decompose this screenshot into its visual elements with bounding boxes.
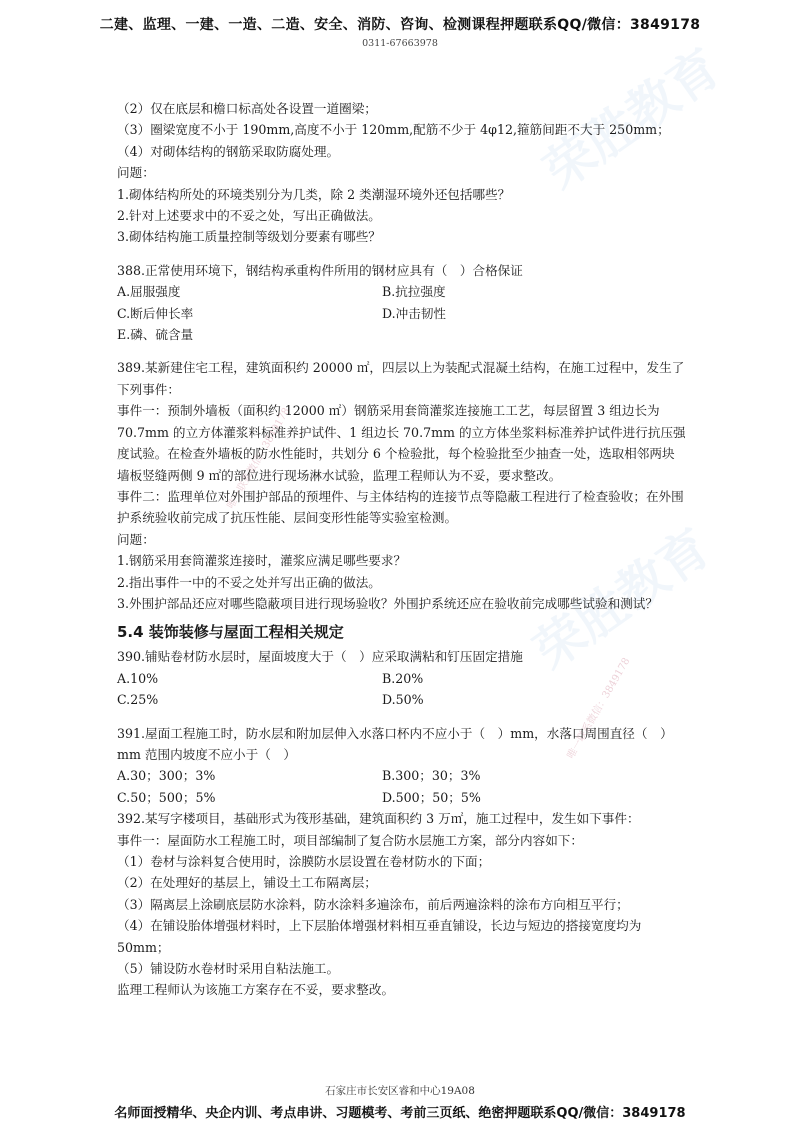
question-text: 事件一：预制外墙板（面积约 12000 ㎡）钢筋采用套筒灌浆连接施工工艺，每层留置 3 组边长为 70.7mm 的立方体灌浆料标准养护试件、1 组边长 70.7mm 的立方体坐浆料标准养护试件进行抗压强度试验。在检查外墙板的防水性能时，共划分 6 个检验批，每个检验批至少抽查一处，选取相邻两块墙板竖缝两侧 9 ㎡的部位进行现场淋水试验，监理工程师认为不妥，要求整改。: [117, 403, 686, 483]
option: A.30；300；3%: [117, 768, 216, 784]
question-text: 1.钢筋采用套筒灌浆连接时，灌浆应满足哪些要求？: [117, 553, 407, 569]
watermark-logo: 荣胜教育: [533, 38, 731, 201]
option: A.屈服强度: [117, 284, 181, 300]
option: D.50%: [382, 692, 424, 708]
question-text: 事件一：屋面防水工程施工时，项目部编制了复合防水层施工方案，部分内容如下：: [117, 832, 583, 848]
question-text: （5）铺设防水卷材时采用自粘法施工。: [117, 961, 340, 977]
question-390: [117, 646, 687, 710]
question-stem: 390.铺贴卷材防水层时，屋面坡度大于（ ）应采取满粘和钉压固定措施: [117, 649, 523, 665]
option: C.25%: [117, 692, 159, 708]
option: A.10%: [117, 670, 159, 686]
watermark-text: 唯一联系微信：3849178: [565, 656, 633, 761]
question-text: 389.某新建住宅工程，建筑面积约 20000 ㎡，四层以上为装配式混凝土结构，在施工过程中，发生了下列事件：: [117, 360, 685, 397]
footer-promo: 名师面授精华、央企内训、考点串讲、习题模考、考前三页纸、绝密押题联系QQ/微信：3849178: [114, 1106, 686, 1121]
option: E.磷、硫含量: [117, 327, 194, 343]
question-392: [117, 808, 687, 1001]
question-stem: 388.正常使用环境下，钢结构承重构件所用的钢材应具有（ ）合格保证: [117, 262, 523, 278]
footer-address: 石家庄市长安区睿和中心19A08: [325, 1085, 475, 1097]
question-text: （2）在处理好的基层上，铺设土工布隔离层；: [117, 875, 377, 891]
watermark-text: 唯一联系微信：3849178: [225, 406, 293, 511]
question-text: 事件二：监理单位对外围护部品的预埋件、与主体结构的连接节点等隐蔽工程进行了检查验收；在外围护系统验收前完成了抗压性能、层间变形性能等实验室检测。: [117, 488, 684, 526]
intro-line: 2.针对上述要求中的不妥之处，写出正确做法。: [117, 208, 381, 224]
question-391: [117, 723, 687, 809]
header-title: 二建、监理、一建、一造、二造、安全、消防、咨询、检测课程押题联系QQ/微信：3849178: [99, 17, 701, 33]
options-grid: [117, 668, 687, 711]
question-text: 3.外围护部品还应对哪些隐蔽项目进行现场验收？外围护系统还应在验收前完成哪些试验和测试？: [117, 595, 658, 611]
intro-line: （3）圈梁宽度不小于 190mm,高度不小于 120mm,配筋不少于 4φ12,箍筋间距不大于 250mm；: [117, 122, 670, 138]
option: B.抗拉强度: [382, 284, 446, 300]
intro-line: （2）仅在底层和檐口标高处各设置一道圈梁；: [117, 101, 377, 116]
watermark-logo: 荣胜教育: [523, 518, 721, 681]
question-389: [117, 357, 687, 614]
header-phone: 0311-67663978: [362, 38, 438, 49]
option: B.300；30；3%: [382, 768, 481, 784]
options-grid: [117, 765, 687, 808]
intro-line: 3.砌体结构施工质量控制等级划分要素有哪些？: [117, 229, 381, 245]
option: C.50；500；5%: [117, 789, 216, 805]
question-text: 392.某写字楼项目，基础形式为筏形基础，建筑面积约 3 万㎡，施工过程中，发生如下事件：: [117, 811, 640, 827]
option: B.20%: [382, 670, 424, 686]
intro-line: 问题：: [117, 165, 155, 181]
option: D.500；50；5%: [382, 789, 481, 805]
document-body: [117, 98, 687, 1001]
question-text: 问题：: [117, 531, 155, 547]
option: D.冲击韧性: [382, 305, 447, 321]
question-stem: 391.屋面工程施工时，防水层和附加层伸入水落口杯内不应小于（ ）mm，水落口周围直径（ ）mm 范围内坡度不应小于（ ）: [117, 725, 673, 762]
question-text: 监理工程师认为该施工方案存在不妥，要求整改。: [117, 982, 395, 998]
options-grid: [117, 281, 687, 345]
question-388: [117, 260, 687, 346]
question-text: （3）隔离层上涂刷底层防水涂料，防水涂料多遍涂布，前后两遍涂料的涂布方向相互平行；: [117, 896, 629, 912]
question-text: （4）在铺设胎体增强材料时，上下层胎体增强材料相互垂直铺设，长边与短边的搭接宽度均为 50mm；: [117, 918, 642, 955]
question-text: （1）卷材与涂料复合使用时，涂膜防水层设置在卷材防水的下面；: [117, 854, 491, 869]
intro-block: [117, 98, 687, 248]
intro-line: 1.砌体结构所处的环境类别分为几类，除 2 类潮湿环境外还包括哪些？: [117, 186, 511, 202]
question-text: 2.指出事件一中的不妥之处并写出正确的做法。: [117, 574, 381, 590]
option: C.断后伸长率: [117, 305, 194, 321]
section-heading: 5.4 装饰装修与屋面工程相关规定: [117, 623, 344, 642]
intro-line: （4）对砌体结构的钢筋采取防腐处理。: [117, 143, 340, 159]
